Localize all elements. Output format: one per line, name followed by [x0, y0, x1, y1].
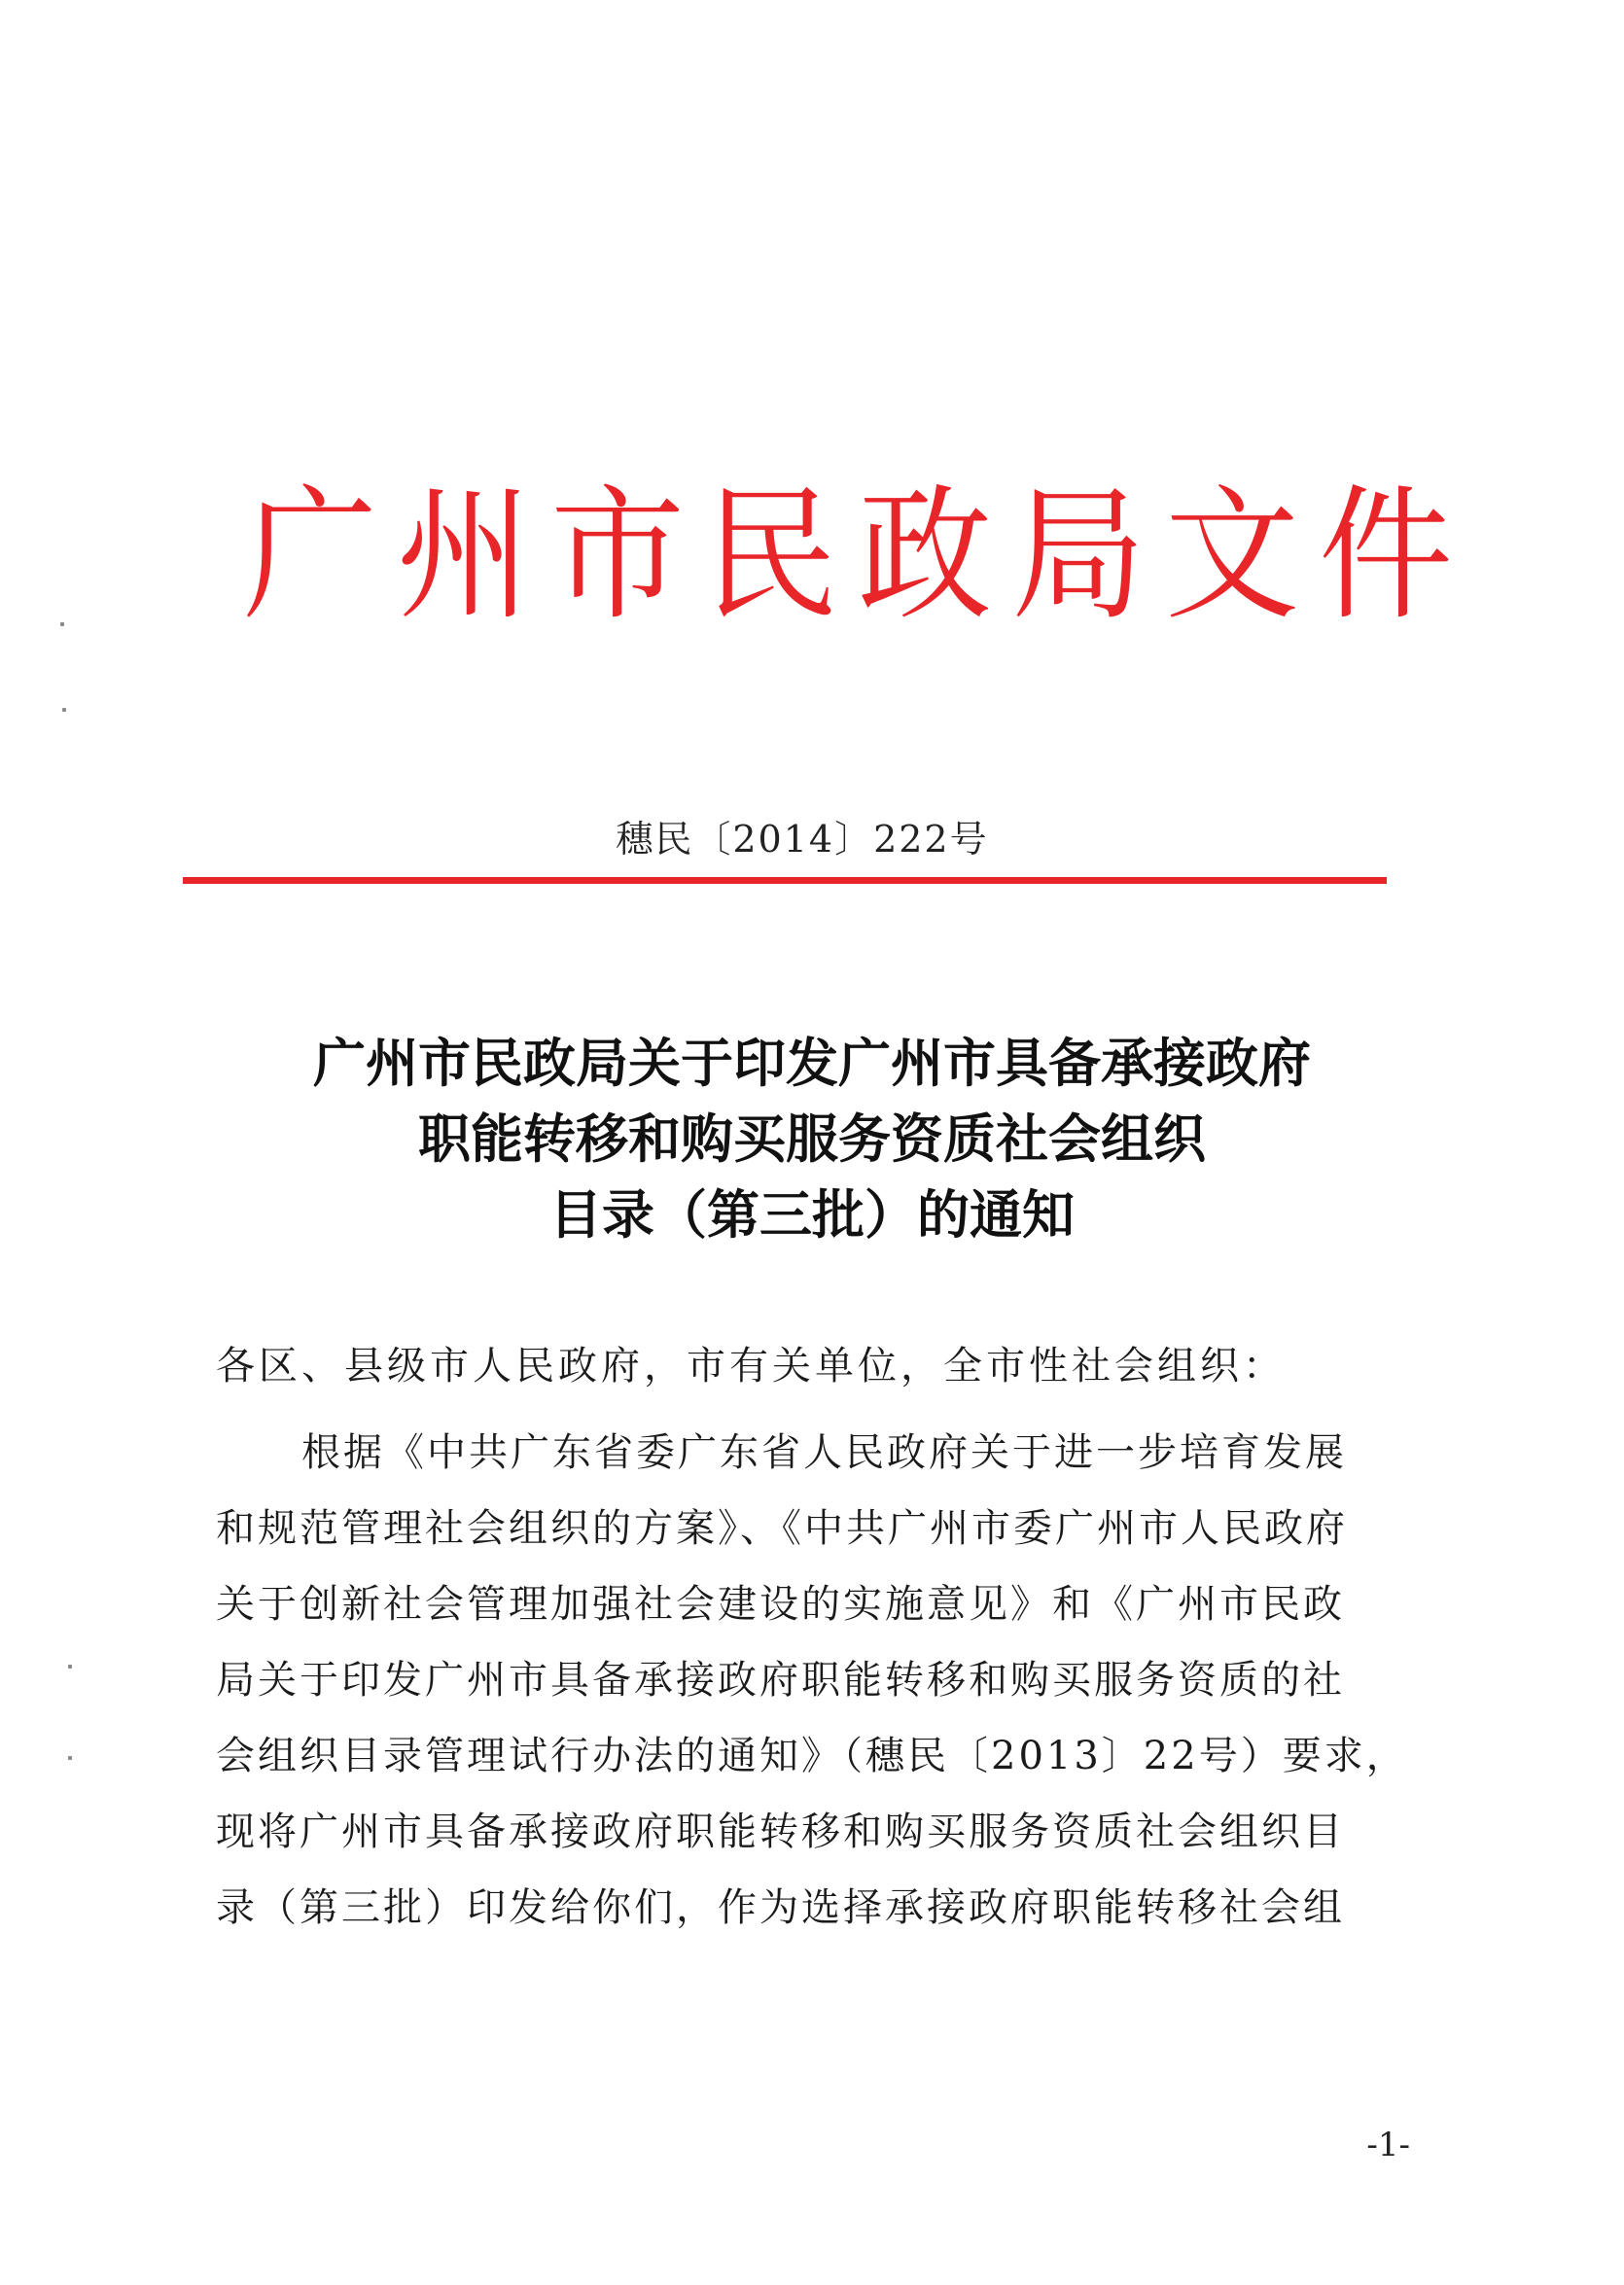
document-number: 穗民〔2014〕222号	[616, 818, 989, 861]
red-divider-line	[183, 877, 1387, 884]
addressee-line: 各区、县级市人民政府，市有关单位，全市性社会组织：	[216, 1344, 1286, 1389]
notice-title-line: 目录（第三批）的通知	[549, 1184, 1075, 1246]
body-line: 局关于印发广州市具备承接政府职能转移和购买服务资质的社	[216, 1658, 1345, 1703]
body-paragraph	[216, 1415, 1412, 1946]
scan-speck	[68, 1756, 72, 1760]
document-header-title: 广州市民政局文件	[243, 471, 1473, 641]
body-line: 根据《中共广东省委广东省人民政府关于进一步培育发展	[301, 1430, 1347, 1475]
notice-title-line: 职能转移和购买服务资质社会组织	[418, 1108, 1206, 1170]
scan-speck	[60, 622, 64, 626]
notice-title-line: 广州市民政局关于印发广州市具备承接政府	[313, 1033, 1311, 1094]
page-number: -1-	[1366, 2126, 1410, 2164]
body-line: 会组织目录管理试行办法的通知》（穗民〔2013〕22号）要求，	[216, 1734, 1408, 1778]
scan-speck	[62, 708, 66, 712]
notice-title	[194, 1026, 1430, 1253]
scan-speck	[68, 1665, 72, 1669]
body-line: 录（第三批）印发给你们，作为选择承接政府职能转移社会组	[216, 1885, 1345, 1930]
body-line: 和规范管理社会组织的方案》、《中共广州市委广州市人民政府	[216, 1506, 1348, 1551]
body-line: 现将广州市具备承接政府职能转移和购买服务资质社会组织目	[216, 1810, 1345, 1854]
body-line: 关于创新社会管理加强社会建设的实施意见》和《广州市民政	[216, 1582, 1345, 1627]
